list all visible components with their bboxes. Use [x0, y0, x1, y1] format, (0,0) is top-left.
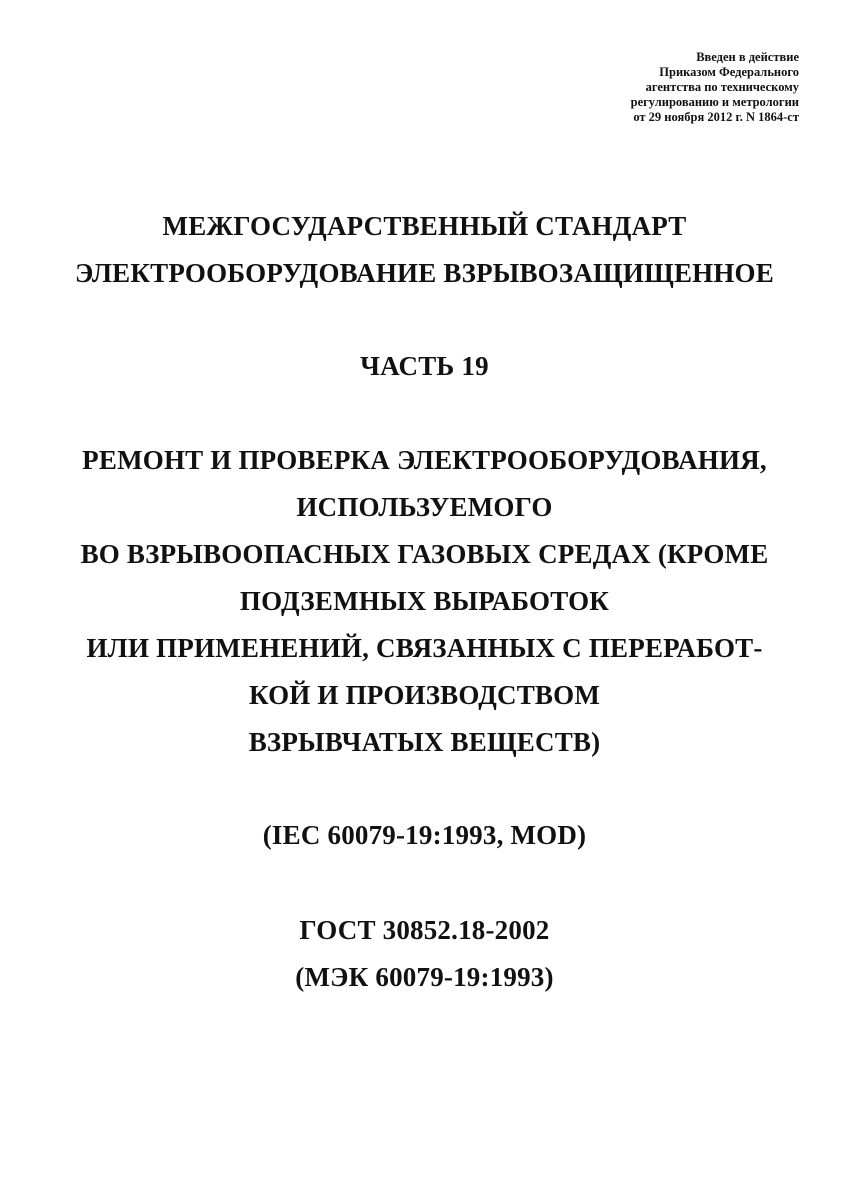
- subtitle-line: ПОДЗЕМНЫХ ВЫРАБОТОК: [239, 586, 610, 616]
- enactment-note-line: от 29 ноября 2012 г. N 1864-ст: [633, 110, 799, 124]
- standard-subtitle: [30, 437, 819, 766]
- iec-reference: [30, 812, 819, 859]
- standard-title: [30, 203, 819, 297]
- enactment-note-line: Введен в действие: [696, 50, 799, 64]
- enactment-note-line: Приказом Федерального: [659, 65, 799, 79]
- gost-designation: [30, 907, 819, 1001]
- mek-reference: (МЭК 60079-19:1993): [295, 962, 554, 992]
- enactment-note-line: агентства по техническому: [645, 80, 799, 94]
- enactment-note-line: регулированию и метрологии: [630, 95, 799, 109]
- enactment-note: [539, 50, 799, 125]
- standard-title-line: МЕЖГОСУДАРСТВЕННЫЙ СТАНДАРТ: [162, 211, 687, 241]
- subtitle-line: ВО ВЗРЫВООПАСНЫХ ГАЗОВЫХ СРЕДАХ (КРОМЕ: [80, 539, 769, 569]
- gost-number: ГОСТ 30852.18-2002: [299, 915, 550, 945]
- subtitle-line: РЕМОНТ И ПРОВЕРКА ЭЛЕКТРООБОРУДОВАНИЯ,: [82, 445, 767, 475]
- part-heading: [30, 343, 819, 390]
- subtitle-line: ВЗРЫВЧАТЫХ ВЕЩЕСТВ): [248, 727, 601, 757]
- standard-title-line: ЭЛЕКТРООБОРУДОВАНИЕ ВЗРЫВОЗАЩИЩЕННОЕ: [75, 258, 774, 288]
- subtitle-line: ИЛИ ПРИМЕНЕНИЙ, СВЯЗАННЫХ С ПЕРЕРАБОТ-: [86, 633, 763, 663]
- subtitle-line: КОЙ И ПРОИЗВОДСТВОМ: [248, 680, 601, 710]
- subtitle-line: ИСПОЛЬЗУЕМОГО: [296, 492, 553, 522]
- part-label: ЧАСТЬ 19: [360, 351, 489, 381]
- iec-reference-text: (IEC 60079-19:1993, MOD): [262, 820, 587, 850]
